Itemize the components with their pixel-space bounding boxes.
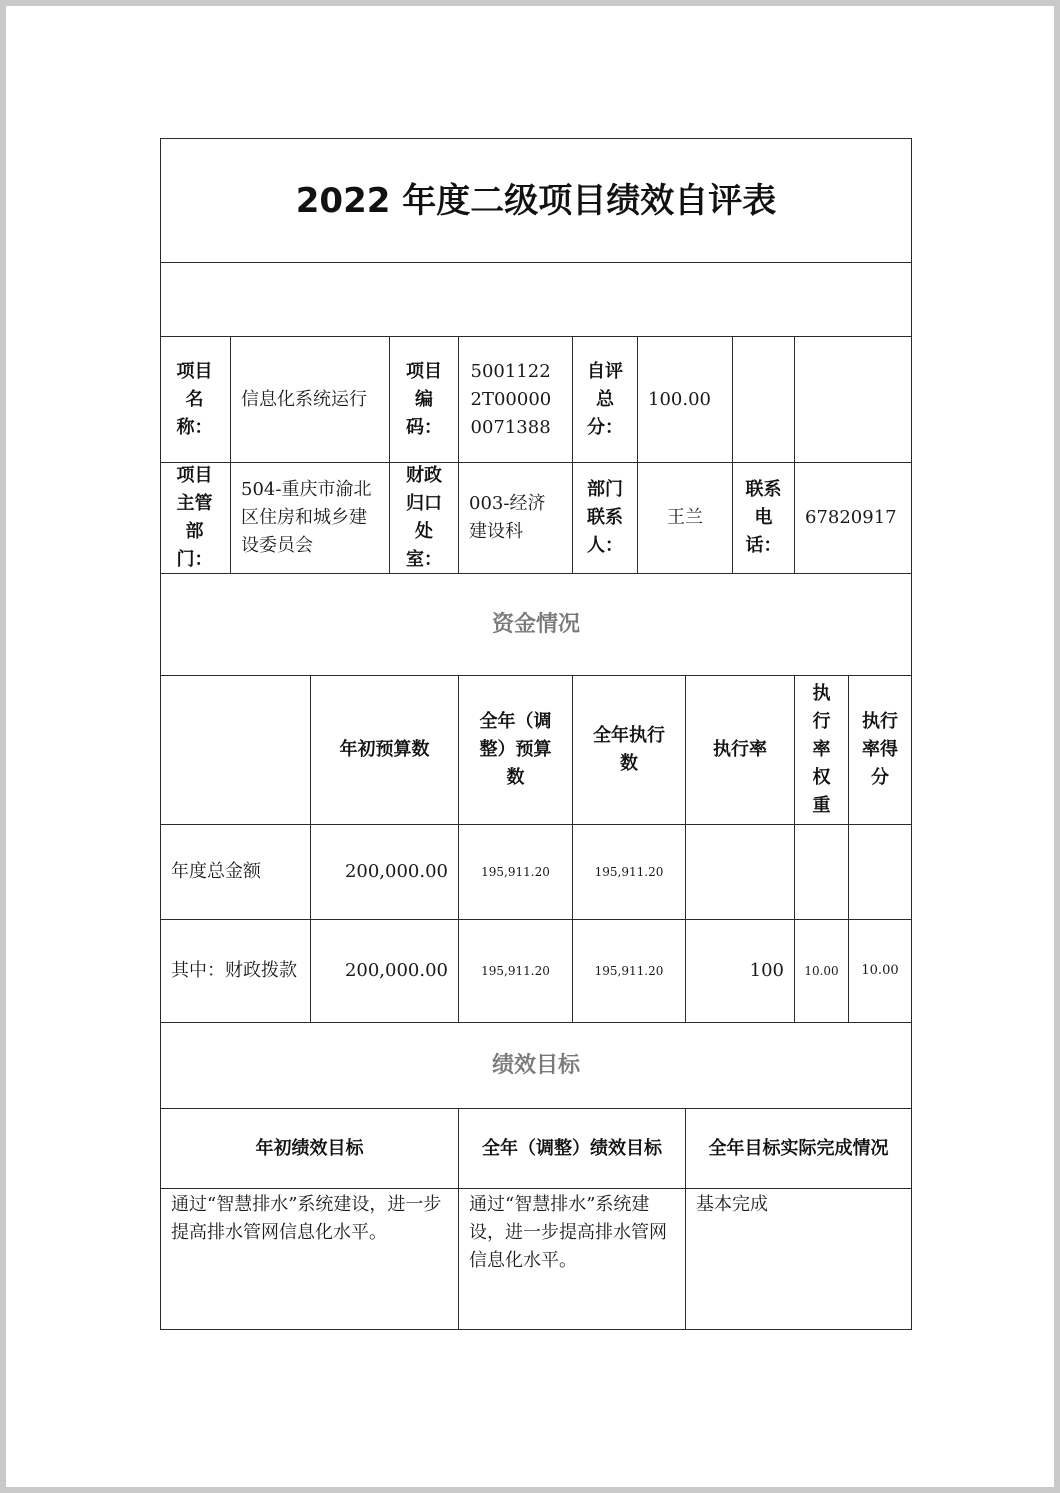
funds-row-1-initial-budget: 200,000.00 (310, 824, 459, 920)
funds-row-2-executed: 195,911.20 (572, 919, 686, 1023)
funds-row-2-exec-rate: 100 (685, 919, 795, 1023)
contact-value: 王兰 (637, 462, 733, 574)
project-name-label: 项目名称： (160, 336, 231, 463)
funds-row-1-adjusted-budget: 195,911.20 (458, 824, 573, 920)
header-rate-weight: 执行率权重 (794, 675, 849, 825)
office-label: 财政归口处室： (389, 462, 459, 574)
funds-row-2-adjusted-budget: 195,911.20 (458, 919, 573, 1023)
funds-row-1-executed: 195,911.20 (572, 824, 686, 920)
funds-header-empty (160, 675, 311, 825)
office-value: 003-经济建设科 (458, 462, 573, 574)
self-score-value: 100.00 (637, 336, 733, 463)
funds-row-2-label: 其中：财政拨款 (160, 919, 311, 1023)
funds-row-1-rate-weight (794, 824, 849, 920)
initial-goal-text: 通过“智慧排水”系统建设，进一步提高排水管网信息化水平。 (160, 1188, 459, 1330)
header-executed: 全年执行数 (572, 675, 686, 825)
table-title: 2022 年度二级项目绩效自评表 (160, 138, 912, 263)
header-adjusted-goal: 全年（调整）绩效目标 (458, 1108, 686, 1189)
dept-label: 项目主管部门： (160, 462, 231, 574)
header-adjusted-budget: 全年（调整）预算数 (458, 675, 573, 825)
dept-value: 504-重庆市渝北区住房和城乡建设委员会 (230, 462, 390, 574)
funds-row-2-rate-score: 10.00 (848, 919, 912, 1023)
self-score-label: 自评总分： (572, 336, 638, 463)
project-code-value: 50011222T000000071388 (458, 336, 573, 463)
contact-label: 部门联系人： (572, 462, 638, 574)
phone-label: 联系电话： (732, 462, 795, 574)
project-name-value: 信息化系统运行 (230, 336, 390, 463)
header-initial-budget: 年初预算数 (310, 675, 459, 825)
actual-completion-text: 基本完成 (685, 1188, 912, 1330)
project-code-label: 项目编码： (389, 336, 459, 463)
funds-row-1-label: 年度总金额 (160, 824, 311, 920)
blank-row (160, 262, 912, 337)
funds-section-title: 资金情况 (160, 573, 912, 676)
info-empty-cell-2 (794, 336, 912, 463)
header-rate-score: 执行率得分 (848, 675, 912, 825)
funds-row-2-initial-budget: 200,000.00 (310, 919, 459, 1023)
header-initial-goal: 年初绩效目标 (160, 1108, 459, 1189)
funds-row-1-rate-score (848, 824, 912, 920)
adjusted-goal-text: 通过“智慧排水”系统建设，进一步提高排水管网信息化水平。 (458, 1188, 686, 1330)
header-actual-completion: 全年目标实际完成情况 (685, 1108, 912, 1189)
phone-value: 67820917 (794, 462, 912, 574)
info-empty-cell-1 (732, 336, 795, 463)
evaluation-table (161, 139, 912, 1331)
funds-row-2-rate-weight: 10.00 (794, 919, 849, 1023)
funds-row-1-exec-rate (685, 824, 795, 920)
document-page (6, 6, 1054, 1487)
header-exec-rate: 执行率 (685, 675, 795, 825)
goals-section-title: 绩效目标 (160, 1022, 912, 1109)
